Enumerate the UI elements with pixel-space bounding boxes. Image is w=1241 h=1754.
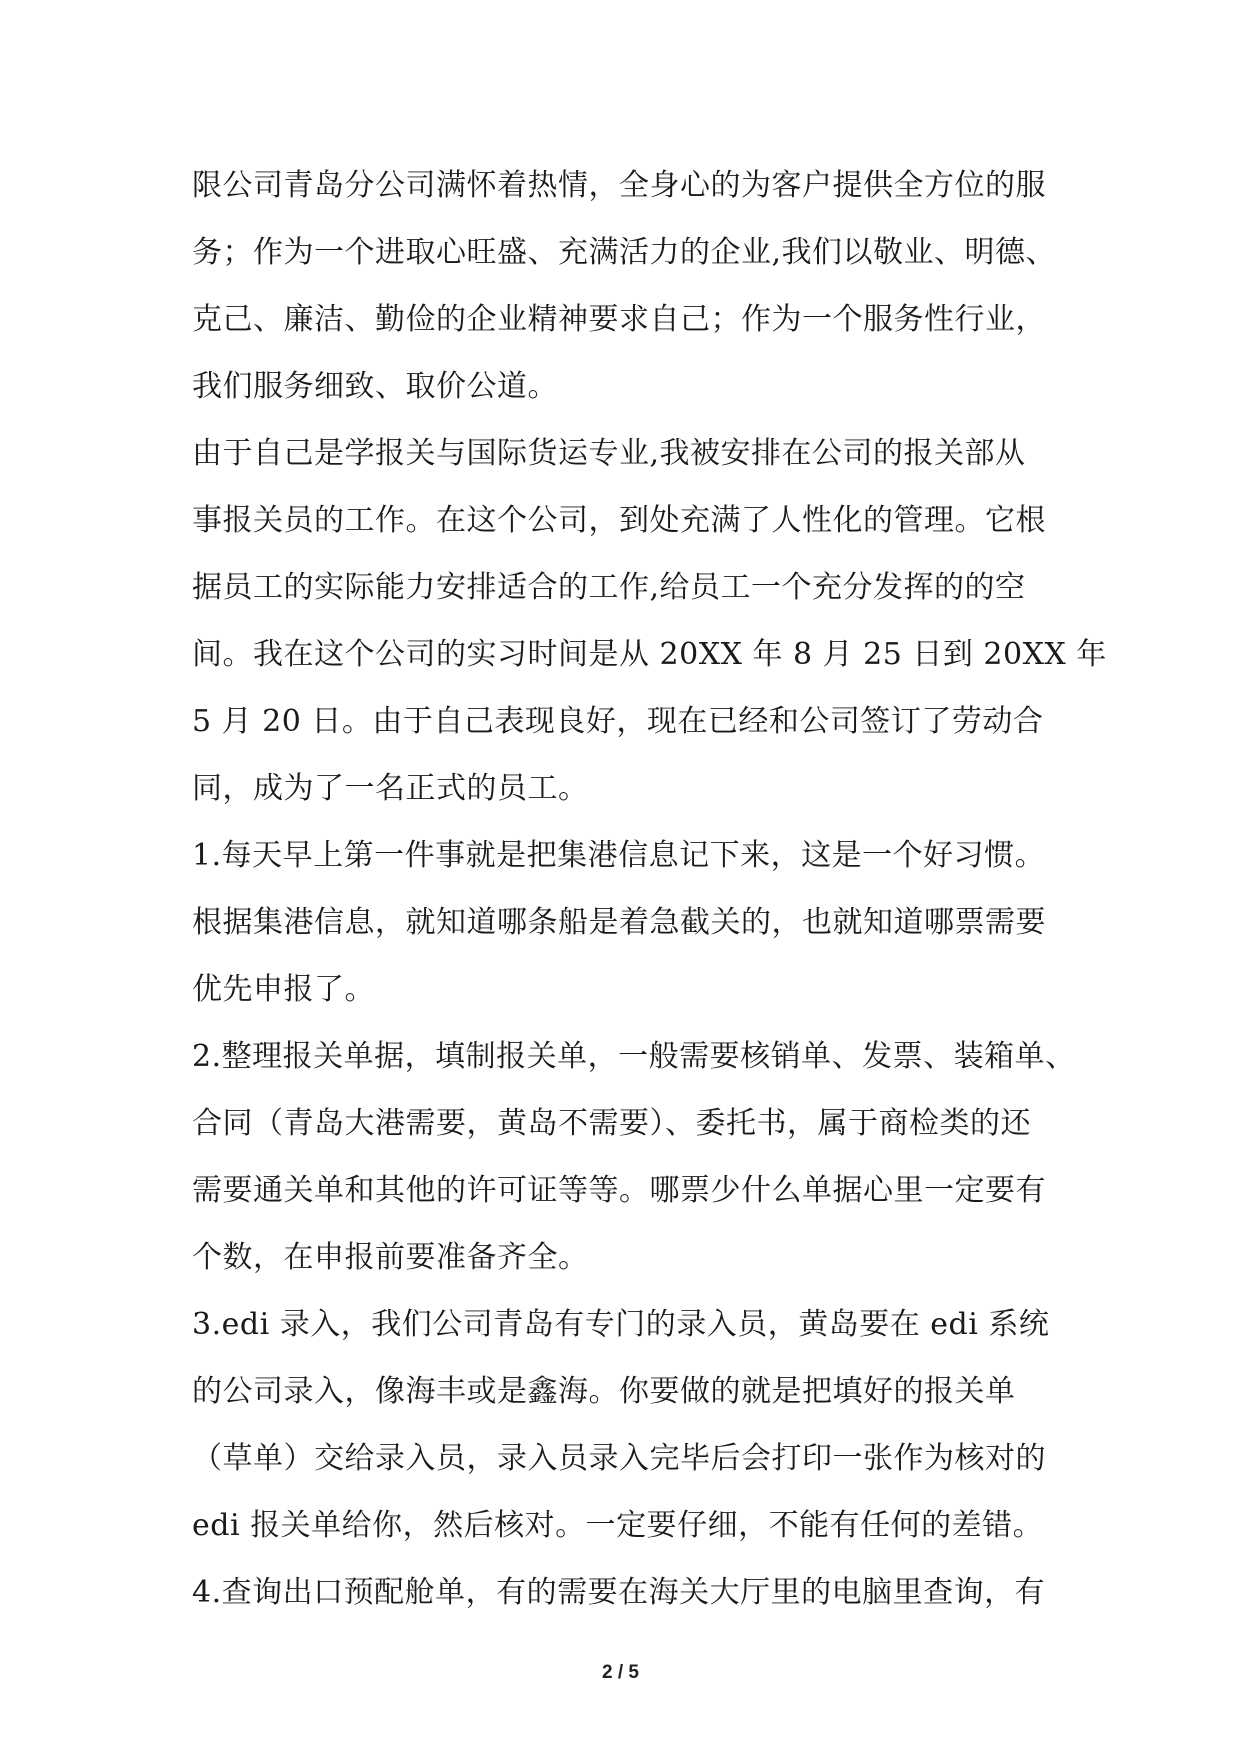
text-line: 由于自己是学报关与国际货运专业,我被安排在公司的报关部从 — [192, 436, 1026, 471]
text-line: 据员工的实际能力安排适合的工作,给员工一个充分发挥的的空 — [192, 570, 1026, 605]
paragraph-item-3 — [192, 1291, 1062, 1559]
text-line: 限公司青岛分公司满怀着热情，全身心的为客户提供全方位的服 — [192, 168, 1046, 203]
paragraph-item-4 — [192, 1559, 1062, 1626]
text-line: 合同（青岛大港需要，黄岛不需要）、委托书，属于商检类的还 — [192, 1106, 1031, 1141]
text-line: 我们服务细致、取价公道。 — [192, 369, 558, 404]
text-line: 1.每天早上第一件事就是把集港信息记下来，这是一个好习惯。 — [192, 838, 1046, 873]
text-line: 2.整理报关单据，填制报关单，一般需要核销单、发票、装箱单、 — [192, 1039, 1076, 1074]
page-number: 2 / 5 — [602, 1662, 639, 1683]
text-line: 克己、廉洁、勤俭的企业精神要求自己；作为一个服务性行业， — [192, 302, 1046, 337]
paragraph-item-2 — [192, 1023, 1076, 1291]
text-line: edi 报关单给你，然后核对。一定要仔细，不能有任何的差错。 — [192, 1508, 1044, 1543]
text-line: 根据集港信息，就知道哪条船是着急截关的，也就知道哪票需要 — [192, 905, 1046, 940]
document-body — [192, 152, 1107, 1626]
text-line: 个数，在申报前要准备齐全。 — [192, 1240, 589, 1275]
paragraph-internship — [192, 420, 1107, 822]
text-line: 事报关员的工作。在这个公司，到处充满了人性化的管理。它根 — [192, 503, 1046, 538]
paragraph-company-intro — [192, 152, 1062, 420]
text-line: （草单）交给录入员，录入员录入完毕后会打印一张作为核对的 — [192, 1441, 1046, 1476]
text-line: 5 月 20 日。由于自己表现良好，现在已经和公司签订了劳动合 — [192, 704, 1044, 739]
text-line: 务；作为一个进取心旺盛、充满活力的企业,我们以敬业、明德、 — [192, 235, 1057, 270]
text-line: 4.查询出口预配舱单，有的需要在海关大厅里的电脑里查询，有 — [192, 1575, 1046, 1610]
text-line: 3.edi 录入，我们公司青岛有专门的录入员，黄岛要在 edi 系统 — [192, 1307, 1050, 1342]
text-line: 间。我在这个公司的实习时间是从 20XX 年 8 月 25 日到 20XX 年 — [192, 637, 1107, 672]
text-line: 需要通关单和其他的许可证等等。哪票少什么单据心里一定要有 — [192, 1173, 1046, 1208]
text-line: 同，成为了一名正式的员工。 — [192, 771, 589, 806]
text-line: 的公司录入，像海丰或是鑫海。你要做的就是把填好的报关单 — [192, 1374, 1016, 1409]
text-line: 优先申报了。 — [192, 972, 375, 1007]
paragraph-item-1 — [192, 822, 1062, 1023]
